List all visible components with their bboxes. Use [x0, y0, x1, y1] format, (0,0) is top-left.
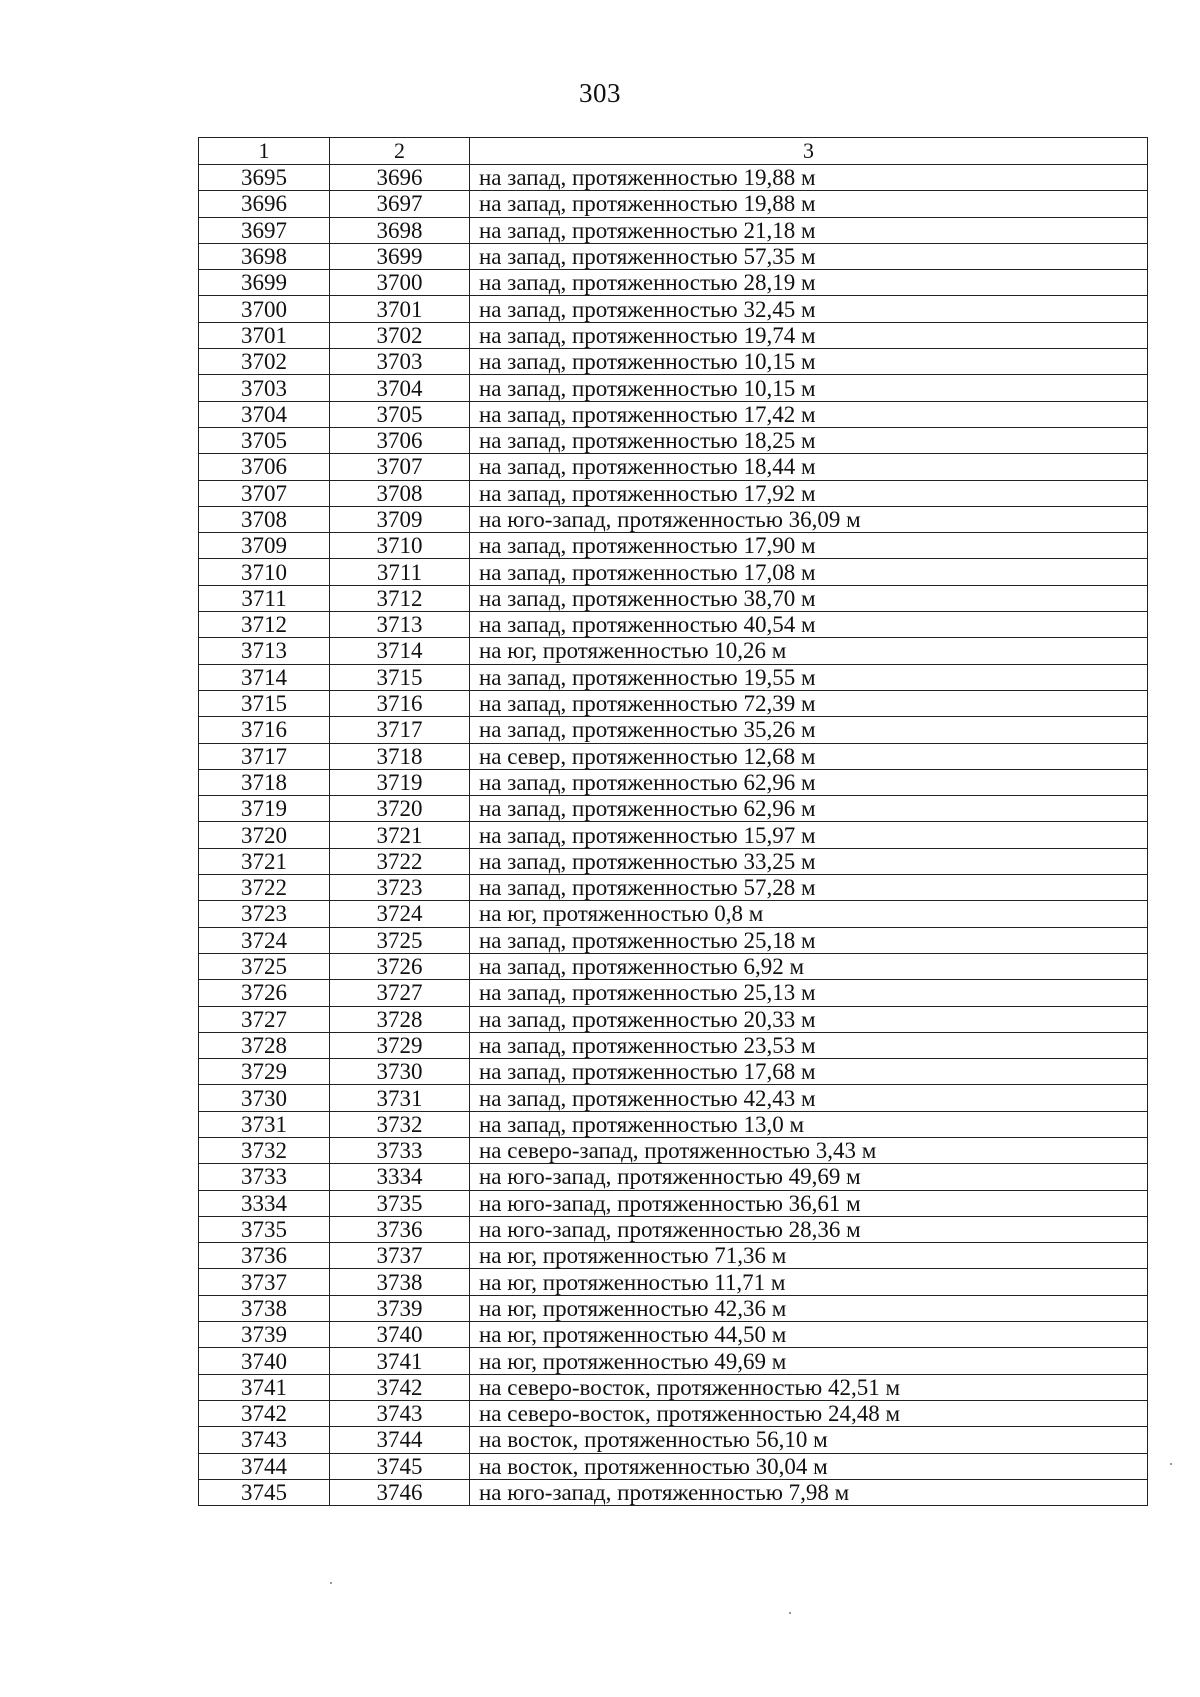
description-cell: на запад, протяженностью 62,96 м: [470, 769, 1148, 795]
description-cell: на юго-запад, протяженностью 49,69 м: [470, 1164, 1148, 1190]
table-row: [199, 1216, 1148, 1242]
table-row: [199, 296, 1148, 322]
to-point-cell: 3746: [330, 1479, 470, 1505]
table-row: [199, 743, 1148, 769]
from-point-cell: 3713: [199, 638, 330, 664]
to-point-cell: 3718: [330, 743, 470, 769]
table-row: [199, 401, 1148, 427]
table-row: [199, 217, 1148, 243]
table-header-row: [199, 138, 1148, 165]
table-row: [199, 901, 1148, 927]
to-point-cell: 3702: [330, 322, 470, 348]
table-row: [199, 480, 1148, 506]
table-row: [199, 243, 1148, 269]
from-point-cell: 3735: [199, 1216, 330, 1242]
to-point-cell: 3736: [330, 1216, 470, 1242]
from-point-cell: 3738: [199, 1295, 330, 1321]
from-point-cell: 3334: [199, 1190, 330, 1216]
table-body: [199, 165, 1148, 1506]
description-cell: на запад, протяженностью 6,92 м: [470, 953, 1148, 979]
description-cell: на запад, протяженностью 18,25 м: [470, 427, 1148, 453]
from-point-cell: 3732: [199, 1137, 330, 1163]
from-point-cell: 3699: [199, 270, 330, 296]
from-point-cell: 3739: [199, 1322, 330, 1348]
table-row: [199, 1348, 1148, 1374]
table-row: [199, 690, 1148, 716]
description-cell: на запад, протяженностью 17,42 м: [470, 401, 1148, 427]
description-cell: на запад, протяженностью 38,70 м: [470, 585, 1148, 611]
to-point-cell: 3709: [330, 506, 470, 532]
description-cell: на северо-восток, протяженностью 42,51 м: [470, 1374, 1148, 1400]
to-point-cell: 3720: [330, 796, 470, 822]
to-point-cell: 3730: [330, 1059, 470, 1085]
table-row: [199, 1295, 1148, 1321]
from-point-cell: 3730: [199, 1085, 330, 1111]
to-point-cell: 3698: [330, 217, 470, 243]
table-row: [199, 1085, 1148, 1111]
to-point-cell: 3743: [330, 1400, 470, 1426]
from-point-cell: 3722: [199, 875, 330, 901]
from-point-cell: 3705: [199, 427, 330, 453]
scan-speck: [330, 1582, 332, 1584]
description-cell: на север, протяженностью 12,68 м: [470, 743, 1148, 769]
table-row: [199, 769, 1148, 795]
boundary-segments-table: [198, 137, 1148, 1506]
to-point-cell: 3700: [330, 270, 470, 296]
to-point-cell: 3742: [330, 1374, 470, 1400]
table-row: [199, 664, 1148, 690]
from-point-cell: 3717: [199, 743, 330, 769]
table-row: [199, 585, 1148, 611]
from-point-cell: 3700: [199, 296, 330, 322]
from-point-cell: 3728: [199, 1032, 330, 1058]
to-point-cell: 3726: [330, 953, 470, 979]
to-point-cell: 3714: [330, 638, 470, 664]
from-point-cell: 3714: [199, 664, 330, 690]
description-cell: на юг, протяженностью 42,36 м: [470, 1295, 1148, 1321]
scan-speck: [789, 1612, 791, 1614]
table-row: [199, 427, 1148, 453]
to-point-cell: 3716: [330, 690, 470, 716]
from-point-cell: 3741: [199, 1374, 330, 1400]
description-cell: на запад, протяженностью 23,53 м: [470, 1032, 1148, 1058]
from-point-cell: 3698: [199, 243, 330, 269]
from-point-cell: 3725: [199, 953, 330, 979]
description-cell: на юг, протяженностью 44,50 м: [470, 1322, 1148, 1348]
to-point-cell: 3737: [330, 1243, 470, 1269]
to-point-cell: 3733: [330, 1137, 470, 1163]
description-cell: на запад, протяженностью 62,96 м: [470, 796, 1148, 822]
table-row: [199, 1059, 1148, 1085]
to-point-cell: 3706: [330, 427, 470, 453]
from-point-cell: 3744: [199, 1453, 330, 1479]
description-cell: на юг, протяженностью 10,26 м: [470, 638, 1148, 664]
description-cell: на юг, протяженностью 71,36 м: [470, 1243, 1148, 1269]
to-point-cell: 3711: [330, 559, 470, 585]
to-point-cell: 3334: [330, 1164, 470, 1190]
table-row: [199, 980, 1148, 1006]
table-row: [199, 953, 1148, 979]
from-point-cell: 3745: [199, 1479, 330, 1505]
from-point-cell: 3743: [199, 1427, 330, 1453]
table-row: [199, 927, 1148, 953]
to-point-cell: 3722: [330, 848, 470, 874]
from-point-cell: 3695: [199, 165, 330, 191]
table-row: [199, 1243, 1148, 1269]
to-point-cell: 3710: [330, 533, 470, 559]
to-point-cell: 3744: [330, 1427, 470, 1453]
description-cell: на запад, протяженностью 42,43 м: [470, 1085, 1148, 1111]
from-point-cell: 3740: [199, 1348, 330, 1374]
description-cell: на запад, протяженностью 25,18 м: [470, 927, 1148, 953]
to-point-cell: 3704: [330, 375, 470, 401]
to-point-cell: 3728: [330, 1006, 470, 1032]
to-point-cell: 3727: [330, 980, 470, 1006]
table-row: [199, 1427, 1148, 1453]
description-cell: на запад, протяженностью 57,35 м: [470, 243, 1148, 269]
table-row: [199, 559, 1148, 585]
table-row: [199, 1164, 1148, 1190]
from-point-cell: 3731: [199, 1111, 330, 1137]
from-point-cell: 3703: [199, 375, 330, 401]
to-point-cell: 3703: [330, 349, 470, 375]
description-cell: на запад, протяженностью 19,74 м: [470, 322, 1148, 348]
description-cell: на юго-запад, протяженностью 7,98 м: [470, 1479, 1148, 1505]
to-point-cell: 3719: [330, 769, 470, 795]
to-point-cell: 3707: [330, 454, 470, 480]
description-cell: на запад, протяженностью 57,28 м: [470, 875, 1148, 901]
table-row: [199, 349, 1148, 375]
to-point-cell: 3729: [330, 1032, 470, 1058]
from-point-cell: 3696: [199, 191, 330, 217]
table-row: [199, 638, 1148, 664]
from-point-cell: 3716: [199, 717, 330, 743]
from-point-cell: 3727: [199, 1006, 330, 1032]
description-cell: на юг, протяженностью 0,8 м: [470, 901, 1148, 927]
table-row: [199, 454, 1148, 480]
to-point-cell: 3740: [330, 1322, 470, 1348]
table-row: [199, 533, 1148, 559]
description-cell: на запад, протяженностью 17,92 м: [470, 480, 1148, 506]
from-point-cell: 3718: [199, 769, 330, 795]
table-row: [199, 322, 1148, 348]
to-point-cell: 3731: [330, 1085, 470, 1111]
description-cell: на запад, протяженностью 21,18 м: [470, 217, 1148, 243]
from-point-cell: 3721: [199, 848, 330, 874]
to-point-cell: 3738: [330, 1269, 470, 1295]
description-cell: на юго-запад, протяженностью 28,36 м: [470, 1216, 1148, 1242]
from-point-cell: 3711: [199, 585, 330, 611]
from-point-cell: 3707: [199, 480, 330, 506]
from-point-cell: 3720: [199, 822, 330, 848]
description-cell: на запад, протяженностью 17,08 м: [470, 559, 1148, 585]
description-cell: на запад, протяженностью 17,90 м: [470, 533, 1148, 559]
to-point-cell: 3721: [330, 822, 470, 848]
description-cell: на запад, протяженностью 20,33 м: [470, 1006, 1148, 1032]
table-row: [199, 1190, 1148, 1216]
description-cell: на запад, протяженностью 19,88 м: [470, 165, 1148, 191]
description-cell: на запад, протяженностью 18,44 м: [470, 454, 1148, 480]
to-point-cell: 3712: [330, 585, 470, 611]
description-cell: на запад, протяженностью 35,26 м: [470, 717, 1148, 743]
table-row: [199, 822, 1148, 848]
description-cell: на запад, протяженностью 72,39 м: [470, 690, 1148, 716]
to-point-cell: 3739: [330, 1295, 470, 1321]
table-row: [199, 191, 1148, 217]
table-row: [199, 848, 1148, 874]
description-cell: на юго-запад, протяженностью 36,61 м: [470, 1190, 1148, 1216]
from-point-cell: 3724: [199, 927, 330, 953]
table-row: [199, 1322, 1148, 1348]
description-cell: на северо-запад, протяженностью 3,43 м: [470, 1137, 1148, 1163]
to-point-cell: 3705: [330, 401, 470, 427]
to-point-cell: 3696: [330, 165, 470, 191]
page-number: 303: [579, 78, 621, 108]
to-point-cell: 3732: [330, 1111, 470, 1137]
description-cell: на юг, протяженностью 11,71 м: [470, 1269, 1148, 1295]
table-row: [199, 1111, 1148, 1137]
from-point-cell: 3702: [199, 349, 330, 375]
from-point-cell: 3729: [199, 1059, 330, 1085]
description-cell: на восток, протяженностью 30,04 м: [470, 1453, 1148, 1479]
to-point-cell: 3708: [330, 480, 470, 506]
description-cell: на запад, протяженностью 33,25 м: [470, 848, 1148, 874]
table-row: [199, 612, 1148, 638]
from-point-cell: 3715: [199, 690, 330, 716]
from-point-cell: 3733: [199, 1164, 330, 1190]
from-point-cell: 3708: [199, 506, 330, 532]
description-cell: на запад, протяженностью 10,15 м: [470, 375, 1148, 401]
table-row: [199, 375, 1148, 401]
table-row: [199, 1269, 1148, 1295]
description-cell: на запад, протяженностью 15,97 м: [470, 822, 1148, 848]
to-point-cell: 3701: [330, 296, 470, 322]
to-point-cell: 3715: [330, 664, 470, 690]
from-point-cell: 3723: [199, 901, 330, 927]
description-cell: на запад, протяженностью 19,55 м: [470, 664, 1148, 690]
description-cell: на северо-восток, протяженностью 24,48 м: [470, 1400, 1148, 1426]
description-cell: на запад, протяженностью 19,88 м: [470, 191, 1148, 217]
description-cell: на запад, протяженностью 10,15 м: [470, 349, 1148, 375]
table-row: [199, 717, 1148, 743]
table-row: [199, 270, 1148, 296]
to-point-cell: 3741: [330, 1348, 470, 1374]
from-point-cell: 3704: [199, 401, 330, 427]
from-point-cell: 3710: [199, 559, 330, 585]
description-cell: на запад, протяженностью 13,0 м: [470, 1111, 1148, 1137]
column-header-2: 2: [330, 138, 470, 165]
description-cell: на запад, протяженностью 25,13 м: [470, 980, 1148, 1006]
description-cell: на юго-запад, протяженностью 36,09 м: [470, 506, 1148, 532]
description-cell: на запад, протяженностью 32,45 м: [470, 296, 1148, 322]
from-point-cell: 3737: [199, 1269, 330, 1295]
from-point-cell: 3742: [199, 1400, 330, 1426]
column-header-1: 1: [199, 138, 330, 165]
table-row: [199, 506, 1148, 532]
table-row: [199, 1006, 1148, 1032]
table-row: [199, 165, 1148, 191]
description-cell: на запад, протяженностью 28,19 м: [470, 270, 1148, 296]
description-cell: на запад, протяженностью 17,68 м: [470, 1059, 1148, 1085]
to-point-cell: 3697: [330, 191, 470, 217]
table-row: [199, 1032, 1148, 1058]
table-row: [199, 1453, 1148, 1479]
to-point-cell: 3713: [330, 612, 470, 638]
from-point-cell: 3697: [199, 217, 330, 243]
table-row: [199, 875, 1148, 901]
from-point-cell: 3701: [199, 322, 330, 348]
from-point-cell: 3712: [199, 612, 330, 638]
table-row: [199, 1137, 1148, 1163]
description-cell: на запад, протяженностью 40,54 м: [470, 612, 1148, 638]
table-row: [199, 1479, 1148, 1505]
from-point-cell: 3726: [199, 980, 330, 1006]
to-point-cell: 3745: [330, 1453, 470, 1479]
to-point-cell: 3725: [330, 927, 470, 953]
to-point-cell: 3724: [330, 901, 470, 927]
from-point-cell: 3719: [199, 796, 330, 822]
to-point-cell: 3723: [330, 875, 470, 901]
to-point-cell: 3735: [330, 1190, 470, 1216]
table-row: [199, 796, 1148, 822]
to-point-cell: 3699: [330, 243, 470, 269]
table-row: [199, 1400, 1148, 1426]
description-cell: на восток, протяженностью 56,10 м: [470, 1427, 1148, 1453]
to-point-cell: 3717: [330, 717, 470, 743]
from-point-cell: 3736: [199, 1243, 330, 1269]
from-point-cell: 3706: [199, 454, 330, 480]
description-cell: на юг, протяженностью 49,69 м: [470, 1348, 1148, 1374]
table-row: [199, 1374, 1148, 1400]
column-header-3: 3: [470, 138, 1148, 165]
from-point-cell: 3709: [199, 533, 330, 559]
scan-speck: [1170, 1463, 1172, 1465]
